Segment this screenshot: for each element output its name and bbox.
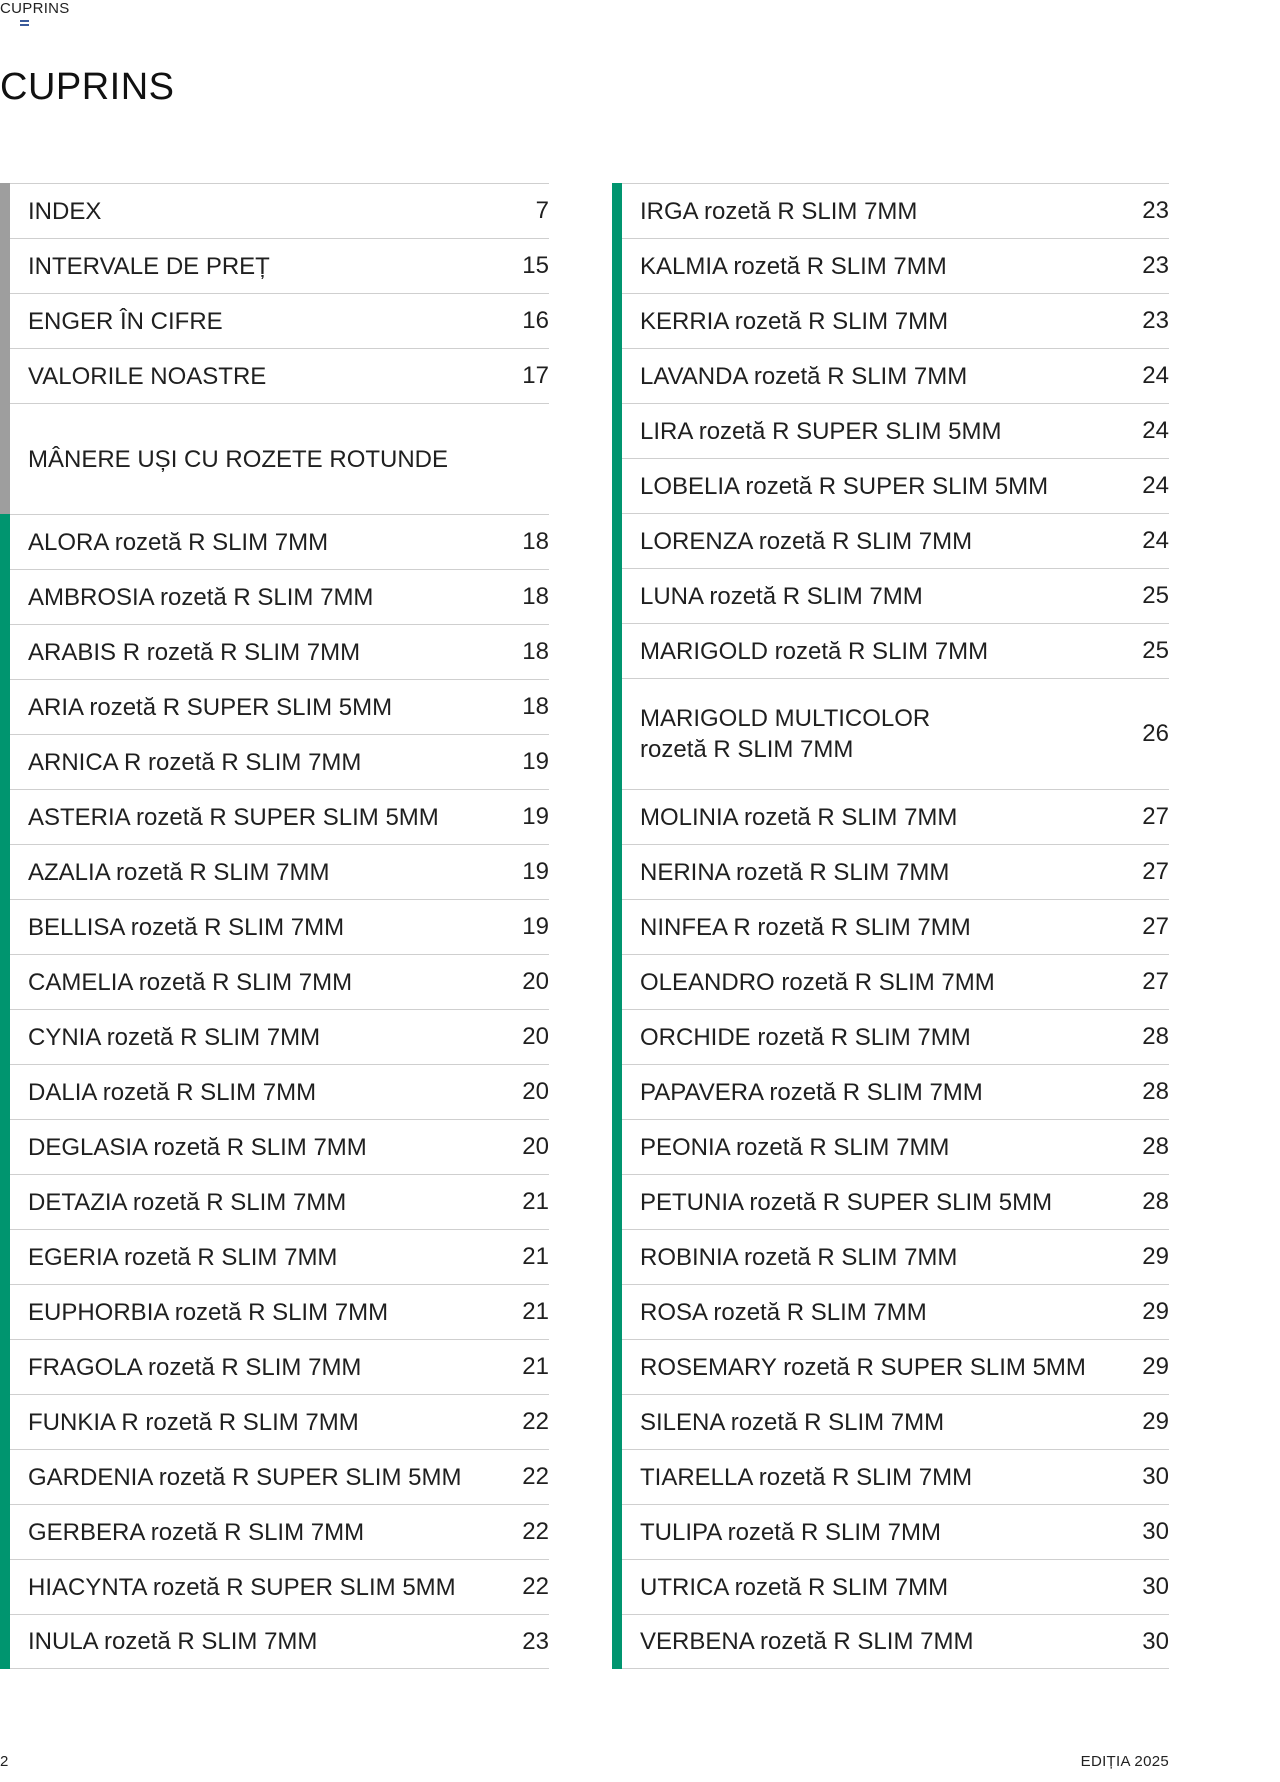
toc-entry-page: 29 <box>1142 1353 1169 1380</box>
toc-entry-label: ARABIS R rozetă R SLIM 7MM <box>28 638 361 666</box>
toc-entry-label: HIACYNTA rozetă R SUPER SLIM 5MM <box>28 1573 456 1601</box>
toc-entry-label: FRAGOLA rozetă R SLIM 7MM <box>28 1353 362 1381</box>
toc-entry[interactable] <box>10 238 549 293</box>
section-marker-bar <box>0 1614 10 1669</box>
toc-entry-label: ROSEMARY rozetă R SUPER SLIM 5MM <box>640 1353 1086 1381</box>
toc-entry[interactable] <box>10 1174 549 1229</box>
toc-entry-page: 18 <box>522 693 549 720</box>
section-marker-bar <box>0 1229 10 1285</box>
toc-entry-label: EUPHORBIA rozetă R SLIM 7MM <box>28 1298 389 1326</box>
toc-entry-label: GERBERA rozetă R SLIM 7MM <box>28 1518 365 1546</box>
toc-entry[interactable] <box>10 569 549 624</box>
section-marker-bar <box>0 1504 10 1560</box>
toc-entry[interactable] <box>10 1119 549 1174</box>
toc-entry-page: 17 <box>522 362 549 389</box>
section-marker-bar <box>0 679 10 735</box>
toc-entry-label: CYNIA rozetă R SLIM 7MM <box>28 1023 321 1051</box>
toc-entry[interactable] <box>10 789 549 844</box>
toc-entry-label: PAPAVERA rozetă R SLIM 7MM <box>640 1078 983 1106</box>
menu-lines-icon[interactable] <box>20 20 29 28</box>
section-marker-bar <box>612 238 622 294</box>
toc-entry[interactable] <box>622 293 1169 348</box>
toc-entry[interactable] <box>622 1559 1169 1614</box>
toc-entry-label: TULIPA rozetă R SLIM 7MM <box>640 1518 941 1546</box>
toc-entry-label: BELLISA rozetă R SLIM 7MM <box>28 913 345 941</box>
section-marker-bar <box>0 183 10 239</box>
toc-entry-label: PETUNIA rozetă R SUPER SLIM 5MM <box>640 1188 1053 1216</box>
toc-entry[interactable] <box>10 624 549 679</box>
toc-entry[interactable] <box>622 1119 1169 1174</box>
section-marker-bar <box>0 1339 10 1395</box>
section-marker-bar <box>612 348 622 404</box>
toc-entry-page: 7 <box>535 197 549 224</box>
toc-entry-page: 19 <box>522 858 549 885</box>
toc-entry-page: 29 <box>1142 1243 1169 1270</box>
section-marker-bar <box>612 844 622 900</box>
section-marker-bar <box>0 954 10 1010</box>
section-marker-bar <box>612 789 622 845</box>
toc-entry-label: OLEANDRO rozetă R SLIM 7MM <box>640 968 995 996</box>
toc-entry-label: DEGLASIA rozetă R SLIM 7MM <box>28 1133 367 1161</box>
toc-entry-label: AZALIA rozetă R SLIM 7MM <box>28 858 330 886</box>
toc-entry-label: ROBINIA rozetă R SLIM 7MM <box>640 1243 958 1271</box>
toc-entry[interactable] <box>622 348 1169 403</box>
toc-entry-page: 25 <box>1142 637 1169 664</box>
toc-entry-label: NERINA rozetă R SLIM 7MM <box>640 858 950 886</box>
page-title: CUPRINS <box>0 66 175 108</box>
section-marker-bar <box>612 1284 622 1340</box>
toc-entry-page: 21 <box>522 1298 549 1325</box>
toc-entry-page: 19 <box>522 803 549 830</box>
toc-entry-page: 29 <box>1142 1298 1169 1325</box>
toc-entry-label: FUNKIA R rozetă R SLIM 7MM <box>28 1408 359 1436</box>
toc-entry[interactable] <box>10 1614 549 1669</box>
toc-entry-page: 23 <box>1142 252 1169 279</box>
toc-entry-page: 20 <box>522 1023 549 1050</box>
toc-entry-page: 24 <box>1142 362 1169 389</box>
toc-entry-label: MÂNERE UȘI CU ROZETE ROTUNDE <box>28 445 449 473</box>
toc-entry[interactable] <box>622 1614 1169 1669</box>
toc-entry-label: ALORA rozetă R SLIM 7MM <box>28 528 329 556</box>
section-marker-bar <box>0 734 10 790</box>
section-marker-bar <box>612 1009 622 1065</box>
toc-entry-page: 22 <box>522 1463 549 1490</box>
section-marker-bar <box>612 1394 622 1450</box>
section-marker-bar <box>612 1449 622 1505</box>
footer-edition: EDIȚIA 2025 <box>1080 1753 1169 1770</box>
toc-left-column <box>0 183 549 1669</box>
toc-entry[interactable] <box>10 293 549 348</box>
section-marker-bar <box>612 623 622 679</box>
toc-entry[interactable] <box>10 403 549 514</box>
toc-entry-label: ARNICA R rozetă R SLIM 7MM <box>28 748 362 776</box>
toc-entry-label: LIRA rozetă R SUPER SLIM 5MM <box>640 417 1002 445</box>
toc-entry-page: 28 <box>1142 1078 1169 1105</box>
toc-entry[interactable] <box>622 513 1169 568</box>
section-marker-bar <box>0 789 10 845</box>
section-marker-bar <box>0 1284 10 1340</box>
toc-entry[interactable] <box>622 1009 1169 1064</box>
toc-entry-page: 18 <box>522 638 549 665</box>
toc-entry[interactable] <box>622 623 1169 678</box>
toc-entry-label: MARIGOLD MULTICOLOR rozetă R SLIM 7MM <box>640 705 931 763</box>
toc-entry-page: 22 <box>522 1518 549 1545</box>
toc-entry[interactable] <box>622 403 1169 458</box>
toc-entry-label: ASTERIA rozetă R SUPER SLIM 5MM <box>28 803 439 831</box>
toc-entry-page: 19 <box>522 913 549 940</box>
toc-entry-page: 25 <box>1142 582 1169 609</box>
toc-entry-page: 24 <box>1142 417 1169 444</box>
section-marker-bar <box>0 1449 10 1505</box>
toc-entry[interactable] <box>10 1009 549 1064</box>
toc-entry-label: VALORILE NOASTRE <box>28 362 267 390</box>
toc-entry-label: MARIGOLD rozetă R SLIM 7MM <box>640 637 989 665</box>
toc-entry-page: 28 <box>1142 1133 1169 1160</box>
toc-entry-page: 28 <box>1142 1188 1169 1215</box>
toc-entry-page: 23 <box>1142 307 1169 334</box>
toc-entry[interactable] <box>622 183 1169 238</box>
toc-entry-page: 30 <box>1142 1627 1169 1655</box>
toc-entry[interactable] <box>622 789 1169 844</box>
toc-entry[interactable] <box>622 1284 1169 1339</box>
toc-entry-page: 28 <box>1142 1023 1169 1050</box>
toc-entry-page: 16 <box>522 307 549 334</box>
toc-entry-page: 24 <box>1142 527 1169 554</box>
toc-entry-label: INULA rozetă R SLIM 7MM <box>28 1628 318 1655</box>
section-marker-bar <box>612 293 622 349</box>
toc-entry-label: ARIA rozetă R SUPER SLIM 5MM <box>28 693 393 721</box>
toc-entry-label: CAMELIA rozetă R SLIM 7MM <box>28 968 353 996</box>
toc-entry-label: ROSA rozetă R SLIM 7MM <box>640 1298 927 1326</box>
toc-entry-page: 18 <box>522 528 549 555</box>
section-marker-bar <box>612 513 622 569</box>
toc-entry-page: 27 <box>1142 968 1169 995</box>
toc-entry-page: 24 <box>1142 472 1169 499</box>
toc-entry-page: 22 <box>522 1573 549 1600</box>
toc-entry[interactable] <box>622 1394 1169 1449</box>
toc-entry-label: KERRIA rozetă R SLIM 7MM <box>640 307 949 335</box>
toc-entry[interactable] <box>622 458 1169 513</box>
toc-entry-page: 22 <box>522 1408 549 1435</box>
section-marker-bar <box>612 954 622 1010</box>
section-marker-bar <box>0 624 10 680</box>
section-marker-bar <box>612 1229 622 1285</box>
toc-entry-label: EGERIA rozetă R SLIM 7MM <box>28 1243 338 1271</box>
toc-entry-page: 18 <box>522 583 549 610</box>
running-header: CUPRINS <box>0 0 70 17</box>
toc-entry[interactable] <box>10 1339 549 1394</box>
section-marker-bar <box>0 1009 10 1065</box>
toc-entry[interactable] <box>622 238 1169 293</box>
toc-entry-label: MOLINIA rozetă R SLIM 7MM <box>640 803 958 831</box>
toc-entry-page: 20 <box>522 968 549 995</box>
toc-entry-page: 23 <box>522 1627 549 1655</box>
toc-entry-label: VERBENA rozetă R SLIM 7MM <box>640 1628 974 1655</box>
toc-entry[interactable] <box>10 1504 549 1559</box>
toc-entry[interactable] <box>10 1284 549 1339</box>
toc-entry[interactable] <box>622 568 1169 623</box>
toc-entry[interactable] <box>10 1449 549 1504</box>
toc-entry-label: ENGER ÎN CIFRE <box>28 307 223 335</box>
toc-entry[interactable] <box>10 899 549 954</box>
toc-entry-page: 21 <box>522 1188 549 1215</box>
section-marker-bar <box>0 293 10 349</box>
toc-entry[interactable] <box>10 1394 549 1449</box>
toc-entry-label: SILENA rozetă R SLIM 7MM <box>640 1408 945 1436</box>
toc-entry[interactable] <box>10 679 549 734</box>
toc-entry-page: 30 <box>1142 1518 1169 1545</box>
section-marker-bar <box>0 569 10 625</box>
toc-entry[interactable] <box>622 954 1169 1009</box>
section-marker-bar <box>612 1119 622 1175</box>
toc-entry[interactable] <box>622 678 1169 789</box>
toc-entry-label: INTERVALE DE PREȚ <box>28 252 270 280</box>
section-marker-bar <box>0 403 10 515</box>
section-marker-bar <box>612 1559 622 1615</box>
toc-entry-label: DALIA rozetă R SLIM 7MM <box>28 1078 317 1106</box>
toc-entry-page: 15 <box>522 252 549 279</box>
toc-entry-label: ORCHIDE rozetă R SLIM 7MM <box>640 1023 971 1051</box>
toc-entry-label: INDEX <box>28 197 102 225</box>
section-marker-bar <box>0 1064 10 1120</box>
section-marker-bar <box>612 1504 622 1560</box>
toc-entry-label: KALMIA rozetă R SLIM 7MM <box>640 252 947 280</box>
toc-entry-label: LUNA rozetă R SLIM 7MM <box>640 582 923 610</box>
toc-entry[interactable] <box>10 1064 549 1119</box>
section-marker-bar <box>0 1394 10 1450</box>
section-marker-bar <box>612 1174 622 1230</box>
toc-entry[interactable] <box>622 1174 1169 1229</box>
section-marker-bar <box>612 183 622 239</box>
toc-entry-page: 29 <box>1142 1408 1169 1435</box>
toc-entry-label: UTRICA rozetă R SLIM 7MM <box>640 1573 949 1601</box>
toc-entry-page: 19 <box>522 748 549 775</box>
section-marker-bar <box>0 1119 10 1175</box>
toc-entry-label: PEONIA rozetă R SLIM 7MM <box>640 1133 950 1161</box>
toc-entry-label: TIARELLA rozetă R SLIM 7MM <box>640 1463 973 1491</box>
section-marker-bar <box>0 1174 10 1230</box>
toc-entry-label: LORENZA rozetă R SLIM 7MM <box>640 527 973 555</box>
toc-entry-label: LOBELIA rozetă R SUPER SLIM 5MM <box>640 472 1049 500</box>
toc-entry[interactable] <box>10 1559 549 1614</box>
section-marker-bar <box>612 1064 622 1120</box>
toc-entry[interactable] <box>10 734 549 789</box>
footer-page-number: 2 <box>0 1753 9 1770</box>
toc-entry-page: 23 <box>1142 197 1169 224</box>
toc-entry-page: 27 <box>1142 803 1169 830</box>
toc-entry-page: 21 <box>522 1243 549 1270</box>
toc-entry-page: 27 <box>1142 913 1169 940</box>
section-marker-bar <box>612 568 622 624</box>
toc-entry-page: 21 <box>522 1353 549 1380</box>
section-marker-bar <box>612 899 622 955</box>
section-marker-bar <box>0 348 10 404</box>
section-marker-bar <box>612 458 622 514</box>
toc-entry[interactable] <box>10 844 549 899</box>
toc-entry[interactable] <box>622 1064 1169 1119</box>
toc-right-column <box>612 183 1169 1669</box>
toc-entry-page: 30 <box>1142 1463 1169 1490</box>
toc-entry[interactable] <box>622 1504 1169 1559</box>
section-marker-bar <box>0 899 10 955</box>
section-marker-bar <box>612 1339 622 1395</box>
toc-entry-label: AMBROSIA rozetă R SLIM 7MM <box>28 583 374 611</box>
toc-entry[interactable] <box>10 183 549 238</box>
toc-entry[interactable] <box>10 954 549 1009</box>
section-marker-bar <box>0 1559 10 1615</box>
toc-entry[interactable] <box>622 844 1169 899</box>
toc-entry-label: DETAZIA rozetă R SLIM 7MM <box>28 1188 347 1216</box>
toc-entry[interactable] <box>622 1339 1169 1394</box>
toc-entry[interactable] <box>10 514 549 569</box>
toc-entry-page: 26 <box>1142 720 1169 747</box>
section-marker-bar <box>0 238 10 294</box>
toc-entry[interactable] <box>10 1229 549 1284</box>
toc-entry[interactable] <box>10 348 549 403</box>
toc-entry-label: IRGA rozetă R SLIM 7MM <box>640 197 918 225</box>
toc-entry-label: LAVANDA rozetă R SLIM 7MM <box>640 362 968 390</box>
toc-entry[interactable] <box>622 1229 1169 1284</box>
toc-entry-page: 27 <box>1142 858 1169 885</box>
toc-entry-label: NINFEA R rozetă R SLIM 7MM <box>640 913 971 941</box>
toc-entry-label: GARDENIA rozetă R SUPER SLIM 5MM <box>28 1463 462 1491</box>
section-marker-bar <box>612 403 622 459</box>
toc-entry-page: 20 <box>522 1133 549 1160</box>
toc-entry-page: 30 <box>1142 1573 1169 1600</box>
section-marker-bar <box>0 844 10 900</box>
section-marker-bar <box>0 514 10 570</box>
toc-entry-page: 20 <box>522 1078 549 1105</box>
section-marker-bar <box>612 1614 622 1669</box>
toc-entry[interactable] <box>622 1449 1169 1504</box>
toc-entry[interactable] <box>622 899 1169 954</box>
section-marker-bar <box>612 678 622 790</box>
